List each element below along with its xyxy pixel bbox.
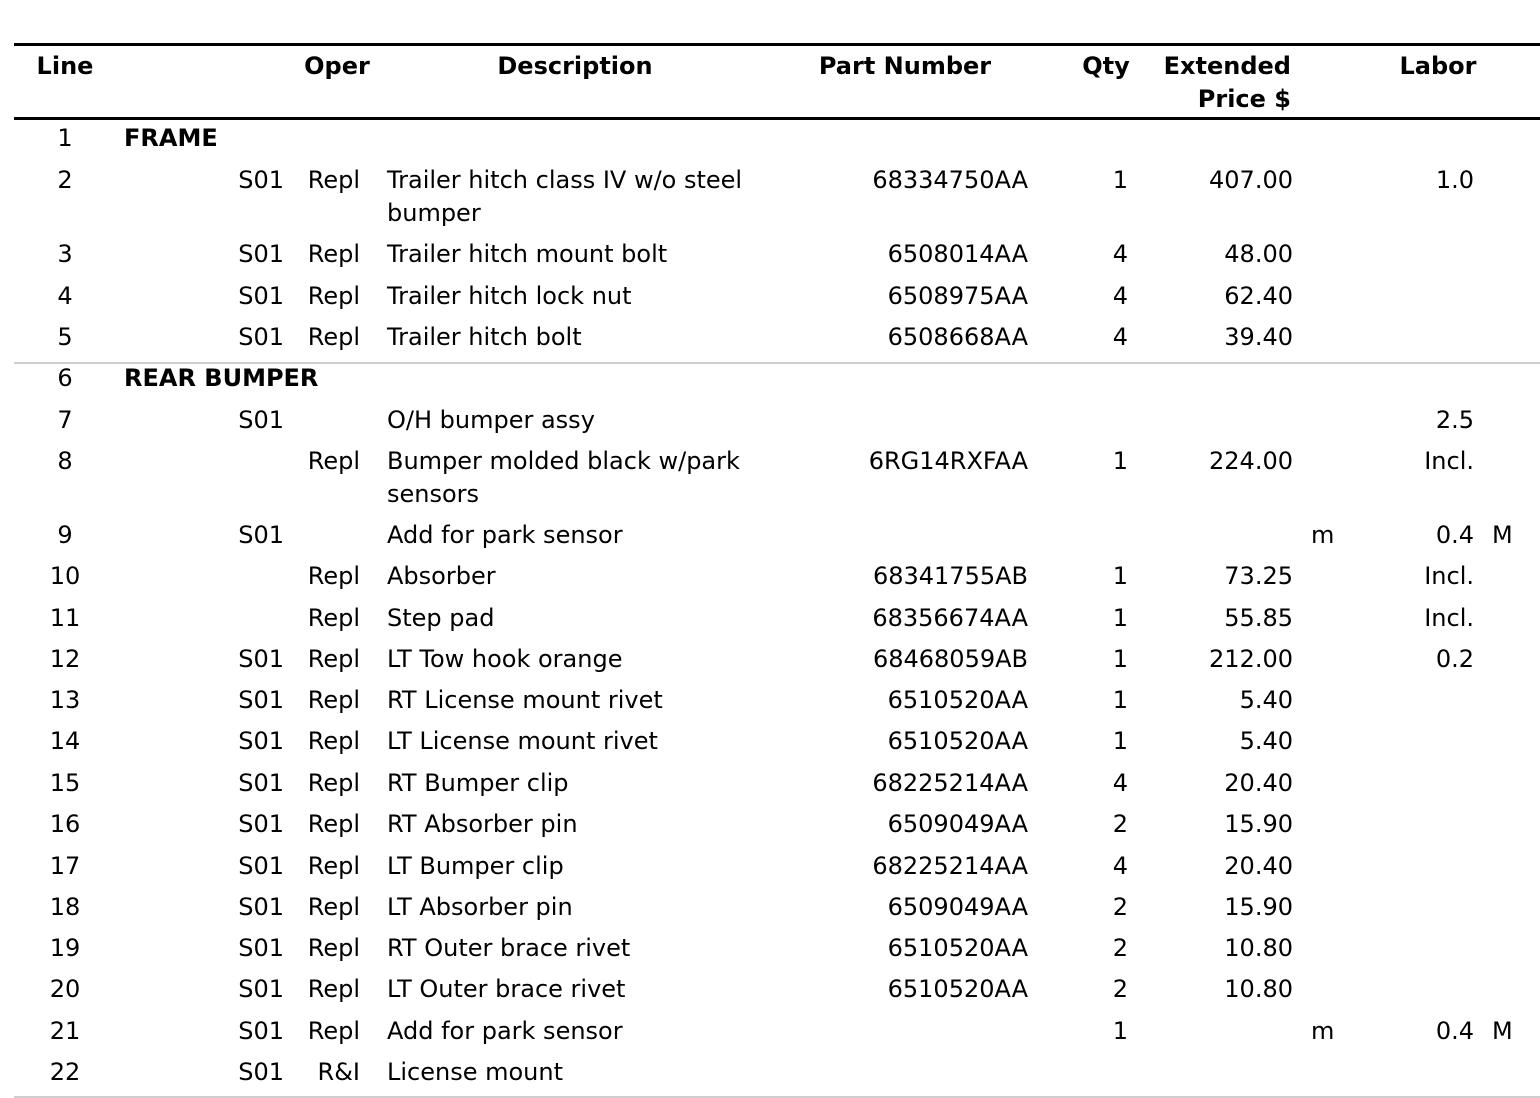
table-row	[14, 725, 1540, 767]
header-bottom-rule	[14, 117, 1540, 120]
operation-code: S01	[238, 852, 284, 880]
description: Absorber	[387, 562, 496, 590]
line-number: 11	[49, 604, 81, 632]
table-row	[14, 404, 1540, 445]
description: Bumper molded black w/park sensors	[387, 447, 740, 508]
extended-price: 62.40	[1224, 282, 1293, 310]
header-extended-price-line2: Price $	[1197, 85, 1291, 113]
operation: Repl	[307, 604, 360, 632]
table-row	[14, 321, 1540, 364]
part-number: 68341755AB	[872, 562, 1028, 590]
operation: Repl	[307, 166, 360, 194]
operation: Repl	[307, 852, 360, 880]
operation: Repl	[307, 686, 360, 714]
part-number: 6RG14RXFAA	[868, 447, 1028, 475]
labor-hours: Incl.	[1424, 604, 1474, 632]
extended-price: 212.00	[1209, 645, 1293, 673]
header-labor: Labor	[1399, 52, 1477, 80]
table-row	[14, 1056, 1540, 1098]
table-row	[14, 164, 1540, 238]
section-row	[14, 362, 1540, 404]
line-number: 18	[49, 893, 81, 921]
quantity: 1	[1112, 645, 1128, 673]
description: LT Bumper clip	[387, 852, 564, 880]
table-row	[14, 643, 1540, 684]
line-number: 5	[57, 323, 73, 351]
line-number: 16	[49, 810, 81, 838]
extended-price: 39.40	[1224, 323, 1293, 351]
section-row	[14, 122, 1540, 164]
description: RT Absorber pin	[387, 810, 578, 838]
description: Trailer hitch bolt	[387, 323, 582, 351]
part-number: 6509049AA	[887, 893, 1028, 921]
line-number: 2	[57, 166, 73, 194]
line-number: 3	[57, 240, 73, 268]
quantity: 2	[1112, 810, 1128, 838]
line-number: 8	[57, 447, 73, 475]
quantity: 1	[1112, 727, 1128, 755]
operation: Repl	[307, 562, 360, 590]
quantity: 2	[1112, 934, 1128, 962]
table-row	[14, 560, 1540, 602]
table-row	[14, 602, 1540, 643]
part-number: 6509049AA	[887, 810, 1028, 838]
quantity: 4	[1112, 852, 1128, 880]
labor-hours: 0.4	[1435, 1017, 1474, 1045]
line-number: 1	[57, 124, 73, 152]
operation: Repl	[307, 810, 360, 838]
header-extended-price	[1154, 50, 1291, 116]
table-row	[14, 1015, 1540, 1056]
extended-price: 55.85	[1224, 604, 1293, 632]
part-number: 68225214AA	[872, 769, 1028, 797]
description: LT License mount rivet	[387, 727, 658, 755]
quantity: 2	[1112, 893, 1128, 921]
description: Step pad	[387, 604, 495, 632]
quantity: 1	[1112, 604, 1128, 632]
line-number: 13	[49, 686, 81, 714]
part-number: 6508668AA	[887, 323, 1028, 351]
table-row	[14, 519, 1540, 560]
operation-code: S01	[238, 686, 284, 714]
line-number: 14	[49, 727, 81, 755]
labor-hours: Incl.	[1424, 447, 1474, 475]
operation-code: S01	[238, 645, 284, 673]
description: Trailer hitch lock nut	[387, 282, 632, 310]
quantity: 4	[1112, 282, 1128, 310]
part-number: 68468059AB	[872, 645, 1028, 673]
operation: Repl	[307, 934, 360, 962]
quantity: 4	[1112, 769, 1128, 797]
operation: Repl	[307, 323, 360, 351]
description: RT Outer brace rivet	[387, 934, 631, 962]
line-number: 15	[49, 769, 81, 797]
quantity: 1	[1112, 1017, 1128, 1045]
line-number: 10	[49, 562, 81, 590]
table-row	[14, 445, 1540, 519]
labor-unit: m	[1311, 1017, 1335, 1045]
extended-price: 20.40	[1224, 769, 1293, 797]
operation-code: S01	[238, 810, 284, 838]
description: Add for park sensor	[387, 1017, 623, 1045]
table-row	[14, 238, 1540, 280]
description: Add for park sensor	[387, 521, 623, 549]
description: RT License mount rivet	[387, 686, 663, 714]
description: RT Bumper clip	[387, 769, 569, 797]
header-line: Line	[36, 52, 94, 80]
line-number: 22	[49, 1058, 81, 1086]
labor-flag: M	[1492, 1017, 1513, 1045]
table-top-rule	[14, 43, 1540, 46]
quantity: 4	[1112, 323, 1128, 351]
line-number: 6	[57, 364, 73, 392]
line-number: 19	[49, 934, 81, 962]
extended-price: 48.00	[1224, 240, 1293, 268]
operation-code: S01	[238, 893, 284, 921]
operation: Repl	[307, 645, 360, 673]
part-number: 68225214AA	[872, 852, 1028, 880]
header-extended-price-line1: Extended	[1163, 52, 1291, 80]
part-number: 6510520AA	[887, 686, 1028, 714]
part-number: 6508975AA	[887, 282, 1028, 310]
line-number: 21	[49, 1017, 81, 1045]
operation: Repl	[307, 893, 360, 921]
operation-code: S01	[238, 323, 284, 351]
section-heading: REAR BUMPER	[124, 364, 319, 392]
extended-price: 20.40	[1224, 852, 1293, 880]
operation: Repl	[307, 727, 360, 755]
header-qty: Qty	[1082, 52, 1130, 80]
quantity: 1	[1112, 447, 1128, 475]
labor-unit: m	[1311, 521, 1335, 549]
extended-price: 15.90	[1224, 810, 1293, 838]
part-number: 6508014AA	[887, 240, 1028, 268]
extended-price: 10.80	[1224, 975, 1293, 1003]
quantity: 1	[1112, 686, 1128, 714]
labor-hours: Incl.	[1424, 562, 1474, 590]
labor-hours: 0.2	[1435, 645, 1474, 673]
operation-code: S01	[238, 406, 284, 434]
operation-code: S01	[238, 934, 284, 962]
line-number: 17	[49, 852, 81, 880]
description: LT Tow hook orange	[387, 645, 623, 673]
estimate-table	[14, 0, 1540, 1096]
table-row	[14, 932, 1540, 973]
header-oper: Oper	[304, 52, 370, 80]
quantity: 1	[1112, 166, 1128, 194]
operation-code: S01	[238, 1017, 284, 1045]
quantity: 2	[1112, 975, 1128, 1003]
operation-code: S01	[238, 1058, 284, 1086]
operation: Repl	[307, 282, 360, 310]
labor-hours: 0.4	[1435, 521, 1474, 549]
extended-price: 5.40	[1239, 686, 1293, 714]
quantity: 4	[1112, 240, 1128, 268]
line-number: 12	[49, 645, 81, 673]
operation-code: S01	[238, 975, 284, 1003]
table-row	[14, 891, 1540, 932]
operation-code: S01	[238, 727, 284, 755]
description: Trailer hitch mount bolt	[387, 240, 668, 268]
table-row	[14, 808, 1540, 850]
extended-price: 407.00	[1209, 166, 1293, 194]
line-number: 4	[57, 282, 73, 310]
table-row	[14, 280, 1540, 321]
description: License mount	[387, 1058, 564, 1086]
extended-price: 224.00	[1209, 447, 1293, 475]
operation-code: S01	[238, 240, 284, 268]
part-number: 6510520AA	[887, 727, 1028, 755]
labor-flag: M	[1492, 521, 1513, 549]
operation: Repl	[307, 240, 360, 268]
operation: R&I	[317, 1058, 360, 1086]
table-row	[14, 684, 1540, 725]
line-number: 7	[57, 406, 73, 434]
part-number: 68334750AA	[872, 166, 1028, 194]
operation-code: S01	[238, 769, 284, 797]
extended-price: 15.90	[1224, 893, 1293, 921]
header-part-number: Part Number	[818, 52, 992, 80]
description: Trailer hitch class IV w/o steel bumper	[387, 166, 743, 227]
table-row	[14, 767, 1540, 808]
table-row	[14, 850, 1540, 891]
description: O/H bumper assy	[387, 406, 595, 434]
line-number: 20	[49, 975, 81, 1003]
operation: Repl	[307, 975, 360, 1003]
part-number: 68356674AA	[872, 604, 1028, 632]
operation: Repl	[307, 447, 360, 475]
labor-hours: 2.5	[1435, 406, 1474, 434]
part-number: 6510520AA	[887, 934, 1028, 962]
extended-price: 73.25	[1224, 562, 1293, 590]
operation: Repl	[307, 769, 360, 797]
description: LT Outer brace rivet	[387, 975, 626, 1003]
operation-code: S01	[238, 166, 284, 194]
description: LT Absorber pin	[387, 893, 573, 921]
operation: Repl	[307, 1017, 360, 1045]
section-heading: FRAME	[124, 124, 218, 152]
table-row	[14, 973, 1540, 1015]
extended-price: 10.80	[1224, 934, 1293, 962]
operation-code: S01	[238, 521, 284, 549]
part-number: 6510520AA	[887, 975, 1028, 1003]
extended-price: 5.40	[1239, 727, 1293, 755]
line-number: 9	[57, 521, 73, 549]
header-description: Description	[497, 52, 653, 80]
quantity: 1	[1112, 562, 1128, 590]
operation-code: S01	[238, 282, 284, 310]
labor-hours: 1.0	[1435, 166, 1474, 194]
